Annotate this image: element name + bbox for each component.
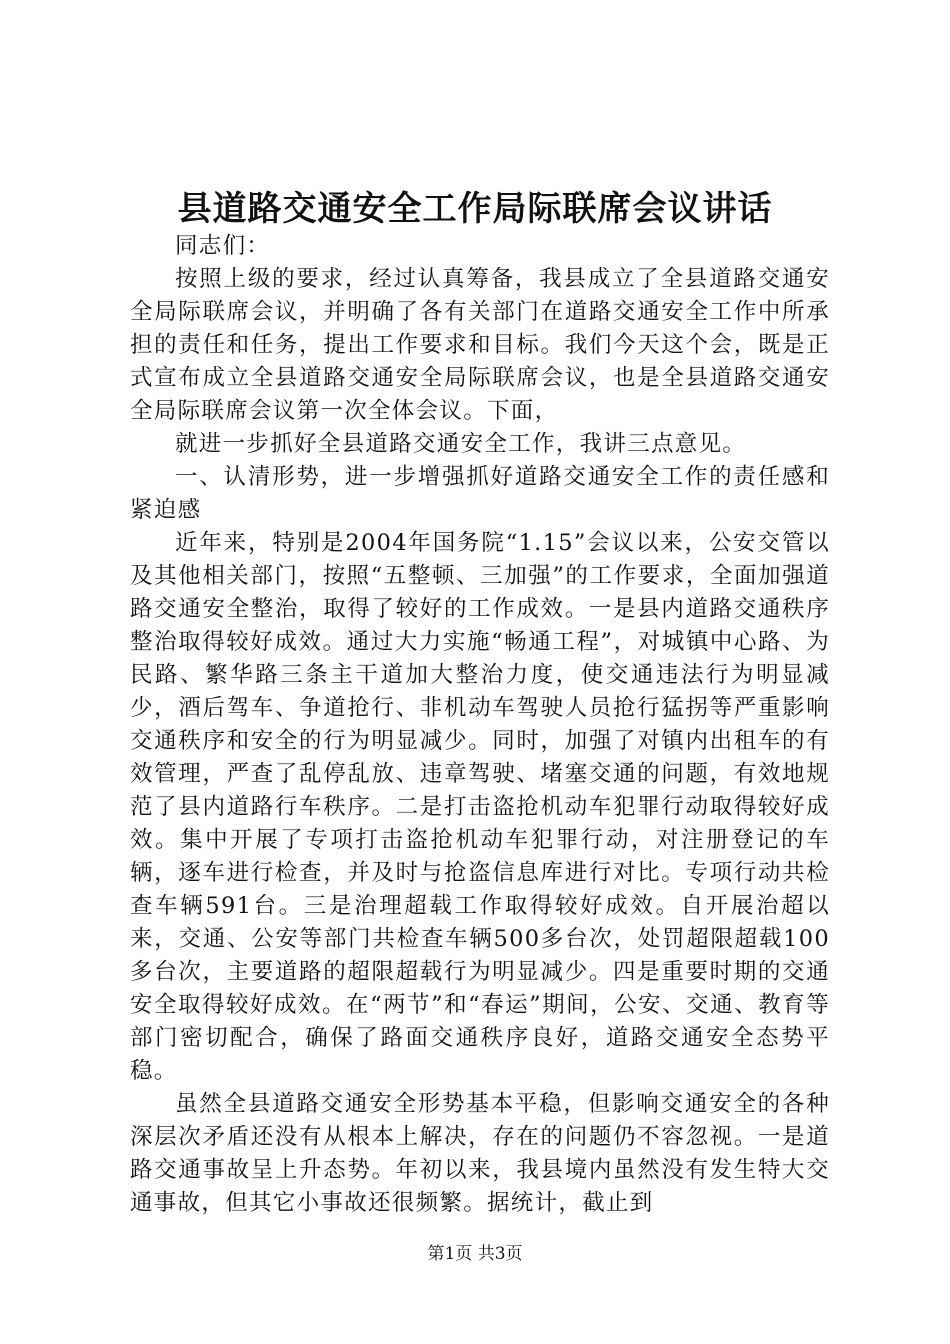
problems-paragraph: 虽然全县道路交通安全形势基本平稳，但影响交通安全的各种深层次矛盾还没有从根本上解决，存在的问题仍不容忽视。一是道路交通事故呈上升态势。年初以来，我县境内虽然没有发生特大交通事故，但其它小事故还很频繁。据统计，截止到 <box>130 1091 830 1216</box>
section-heading: 一、认清形势，进一步增强抓好道路交通安全工作的责任感和紧迫感 <box>130 464 830 523</box>
salutation-paragraph: 同志们： <box>175 233 271 259</box>
document-body <box>130 230 830 1220</box>
opinion-paragraph: 就进一步抓好全县道路交通安全工作，我讲三点意见。 <box>175 431 747 457</box>
achievements-paragraph: 近年来，特别是2004年国务院“1.15”会议以来，公安交管以及其他相关部门，按照“五整顿、三加强”的工作要求，全面加强道路交通安全整治，取得了较好的工作成效。一是县内道路交通秩序整治取得较好成效。通过大力实施“畅通工程”，对城镇中心路、为民路、繁华路三条主干道加大整治力度，使交通违法行为明显减少，酒后驾车、争道抢行、非机动车驾驶人员抢行猛拐等严重影响交通秩序和安全的行为明显减少。同时，加强了对镇内出租车的有效管理，严查了乱停乱放、违章驾驶、堵塞交通的问题，有效地规范了县内道路行车秩序。二是打击盗抢机动车犯罪行动取得较好成效。集中开展了专项打击盗抢机动车犯罪行动，对注册登记的车辆，逐车进行检查，并及时与抢盗信息库进行对比。专项行动共检查车辆591台。三是治理超载工作取得较好成效。自开展治超以来，交通、公安等部门共检查车辆500多台次，处罚超限超载100多台次，主要道路的超限超载行为明显减少。四是重要时期的交通安全取得较好成效。在“两节”和“春运”期间，公安、交通、教育等部门密切配合，确保了路面交通秩序良好，道路交通安全态势平稳。 <box>130 530 830 1084</box>
document-title: 县道路交通安全工作局际联席会议讲话 <box>177 189 773 229</box>
intro-paragraph: 按照上级的要求，经过认真筹备，我县成立了全县道路交通安全局际联席会议，并明确了各有关部门在道路交通安全工作中所承担的责任和任务，提出工作要求和目标。我们今天这个会，既是正式宣布成立全县道路交通安全局际联席会议，也是全县道路交通安全局际联席会议第一次全体会议。下面， <box>130 266 830 424</box>
page-footer: 第1页 共3页 <box>427 1244 523 1264</box>
